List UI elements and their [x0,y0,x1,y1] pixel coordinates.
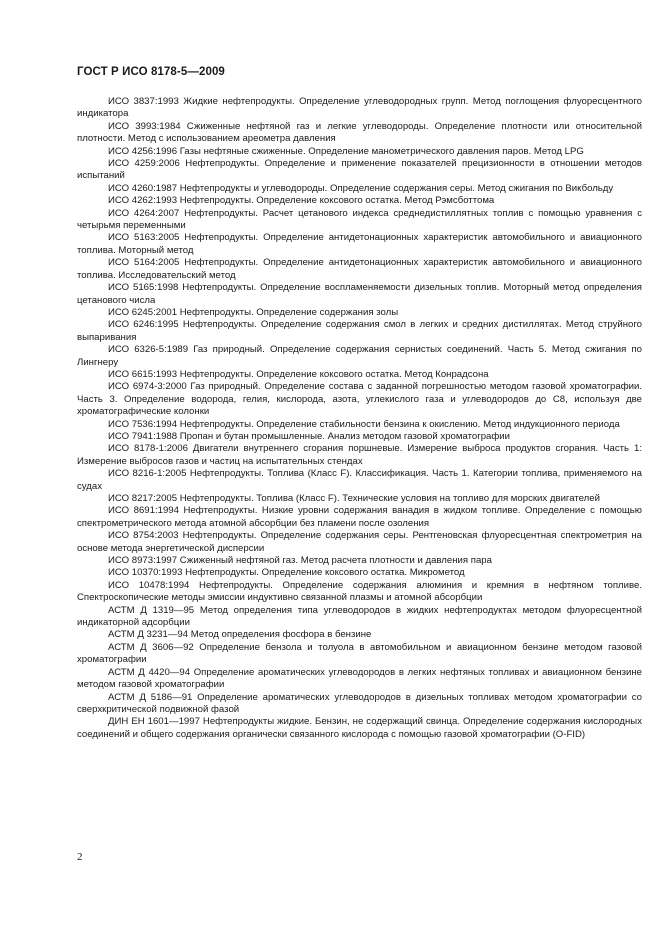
reference-entry: ИСО 3993:1984 Сжиженные нефтяной газ и легкие углеводороды. Определение плотности или относительной плотности. Метод с использованием ареометра давления [77,120,642,145]
reference-entry: ИСО 10370:1993 Нефтепродукты. Определение коксового остатка. Микрометод [108,567,465,579]
reference-entry: АСТМ Д 5186—91 Определение ароматических углеводородов в дизельных топливах методом хроматографии со сверхкритической подвижной фазой [77,691,642,715]
reference-entry: ИСО 4259:2006 Нефтепродукты. Определение и применение показателей прецизионности в отношении методов испытаний [77,158,642,182]
reference-entry: ИСО 8973:1997 Сжиженный нефтяной газ. Метод расчета плотности и давления пара [108,555,492,567]
reference-entry: ИСО 7536:1994 Нефтепродукты. Определение стабильности бензина к окислению. Метод индукционного периода [108,418,620,430]
reference-entry: ИСО 3837:1993 Жидкие нефтепродукты. Определение углеводородных групп. Метод поглощения флуоресцентного индикатора [77,96,642,120]
reference-entry: ИСО 8217:2005 Нефтепродукты. Топлива (Класс F). Технические условия на топливо для морских двигателей [108,493,600,504]
document-header: ГОСТ Р ИСО 8178-5—2009 [77,66,225,78]
reference-entry: ИСО 4256:1996 Газы нефтяные сжиженные. Определение манометрического давления паров. Метод LPG [108,145,584,157]
reference-entry: ДИН ЕН 1601—1997 Нефтепродукты жидкие. Бензин, не содержащий свинца. Определение содержания кислородных соединений и общего содержания органически связанного кислорода с помощью газовой хроматографии (O-FID) [77,716,642,740]
reference-entry: ИСО 6326-5:1989 Газ природный. Определение содержания сернистых соединений. Часть 5. Метод сжигания по Лингнеру [77,344,642,368]
reference-entry: ИСО 5164:2005 Нефтепродукты. Определение антидетонационных характеристик автомобильного и авиационного топлива. Исследовательский метод [77,257,642,281]
reference-entry: ИСО 8216-1:2005 Нефтепродукты. Топлива (Класс F). Классификация. Часть 1. Категории топлива, применяемого на судах [77,468,642,492]
reference-entry: АСТМ Д 3606—92 Определение бензола и толуола в автомобильном и авиационном бензине методом газовой хроматографии [77,641,642,666]
reference-list [77,96,642,741]
reference-entry: ИСО 10478:1994 Нефтепродукты. Определение содержания алюминия и кремния в нефтяном топливе. Спектроскопические методы эмиссии индуктивно связанной плазмы и атомной абсорбции [77,579,642,604]
reference-entry: ИСО 4260:1987 Нефтепродукты и углеводороды. Определение содержания серы. Метод сжигания по Викбольду [108,182,614,194]
reference-entry: ИСО 7941:1988 Пропан и бутан промышленные. Анализ методом газовой хроматографии [108,430,511,442]
reference-entry: ИСО 6615:1993 Нефтепродукты. Определение коксового остатка. Метод Конрадсона [108,368,489,380]
reference-entry: ИСО 5163:2005 Нефтепродукты. Определение антидетонационных характеристик автомобильного и авиационного топлива. Моторный метод [77,232,642,256]
reference-entry: ИСО 6974-3:2000 Газ природный. Определение состава с заданной погрешностью методом газовой хроматографии. Часть 3. Определение водорода, гелия, кислорода, азота, углекислого газа и углеводородов до С8, используя две хроматографические колонки [77,381,642,418]
reference-entry: ИСО 6246:1995 Нефтепродукты. Определение содержания смол в легких и средних дистиллятах. Метод струйного выпаривания [77,319,642,343]
reference-entry: АСТМ Д 3231—94 Метод определения фосфора в бензине [108,629,372,641]
reference-entry: ИСО 8178-1:2006 Двигатели внутреннего сгорания поршневые. Измерение выброса продуктов сгорания. Часть 1: Измерение выбросов газов и частиц на испытательных стендах [77,443,642,467]
reference-entry: ИСО 4262:1993 Нефтепродукты. Определение коксового остатка. Метод Рэмсботтома [108,195,495,207]
reference-entry: АСТМ Д 4420—94 Определение ароматических углеводородов в легких нефтяных топливах и авиационном бензине методом газовой хроматографии [77,666,642,691]
reference-entry: ИСО 5165:1998 Нефтепродукты. Определение воспламеняемости дизельных топлив. Моторный метод определения цетанового числа [77,282,642,306]
reference-entry: ИСО 8691:1994 Нефтепродукты. Низкие уровни содержания ванадия в жидком топливе. Определение с помощью спектрометрического метода атомной абсорбции без пламени после озоления [77,505,642,529]
page-number: 2 [77,851,83,863]
reference-entry: ИСО 6245:2001 Нефтепродукты. Определение содержания золы [108,306,399,318]
reference-entry: ИСО 4264:2007 Нефтепродукты. Расчет цетанового индекса среднедистиллятных топлив с помощью уравнения с четырьмя переменными [77,207,642,232]
reference-entry: ИСО 8754:2003 Нефтепродукты. Определение содержания серы. Рентгеновская флуоресцентная спектрометрия на основе метода энергетической дисперсии [77,530,642,554]
reference-entry: АСТМ Д 1319—95 Метод определения типа углеводородов в жидких нефтепродуктах методом флуоресцентной индикаторной адсорбции [77,604,642,629]
